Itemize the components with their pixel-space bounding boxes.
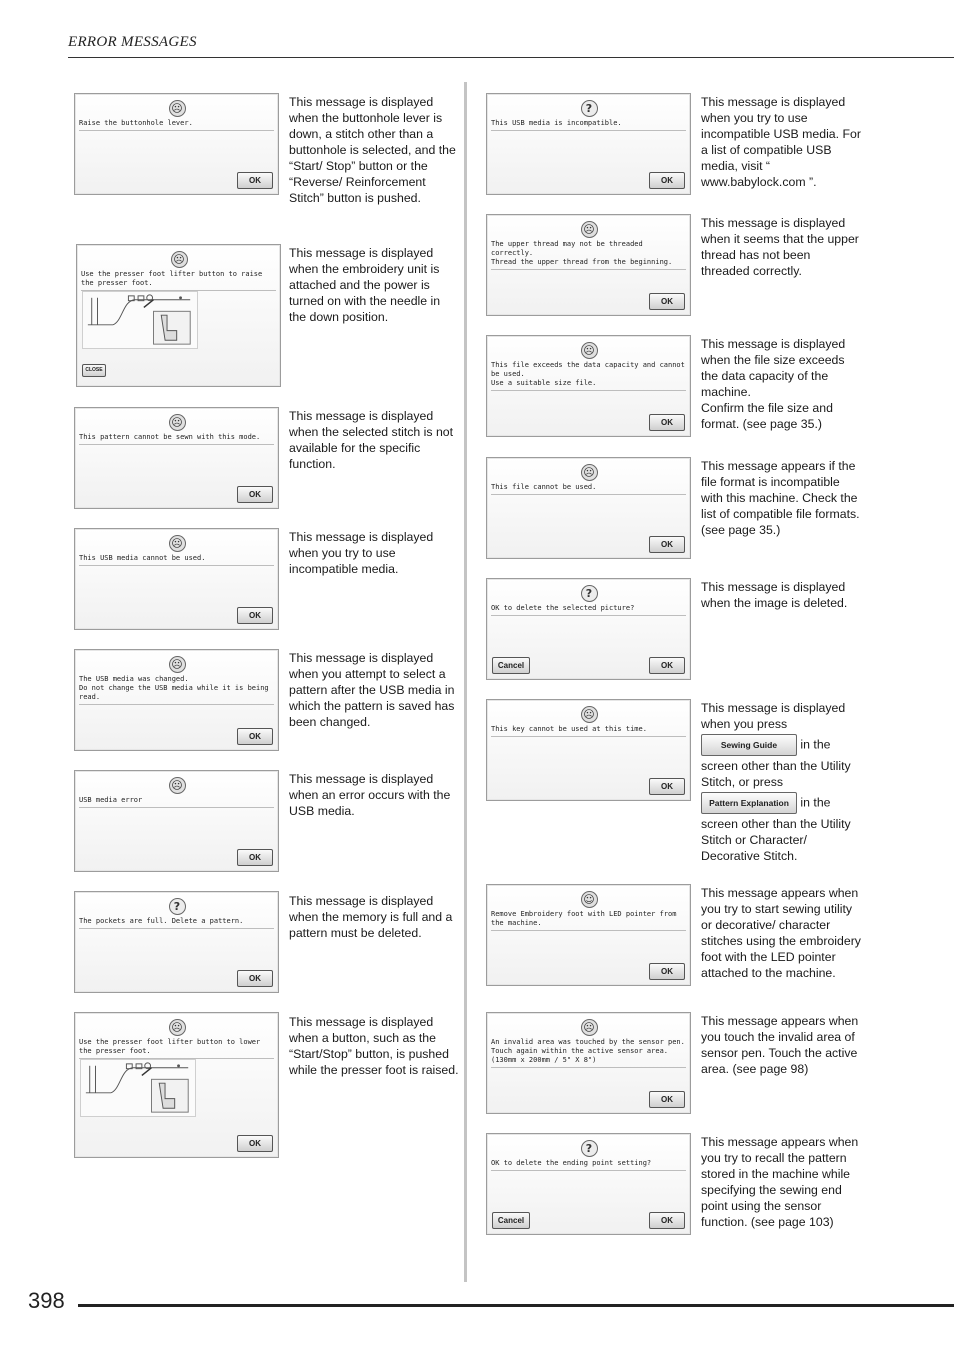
presser-foot-lifter-icon bbox=[83, 292, 197, 348]
ok-button[interactable]: OK bbox=[649, 657, 685, 674]
error-description: This message is displayed when you attempt to select a pattern after the USB media in which the pattern is saved has been changed. bbox=[289, 651, 455, 729]
error-screen bbox=[486, 699, 691, 801]
column-divider bbox=[464, 82, 467, 1282]
error-screen-message: The USB media was changed. Do not change the USB media while it is being read. bbox=[79, 675, 274, 705]
error-description: This message is displayed when the file size exceeds the data capacity of the machine. Confirm the file size and format. (see page 35.) bbox=[701, 337, 846, 431]
error-screen-message: OK to delete the ending point setting? bbox=[491, 1159, 686, 1171]
ok-button[interactable]: OK bbox=[237, 1135, 273, 1152]
error-screen-message: USB media error bbox=[79, 796, 274, 808]
error-screen bbox=[486, 335, 691, 437]
error-screen bbox=[74, 891, 279, 993]
error-screen-message: This USB media is incompatible. bbox=[491, 119, 686, 131]
error-screen bbox=[74, 407, 279, 509]
error-screen bbox=[76, 244, 281, 387]
error-description: This message appears when you touch the invalid area of sensor pen. Touch the active area. (see page 98) bbox=[701, 1014, 859, 1076]
error-screen-message: This file cannot be used. bbox=[491, 483, 686, 495]
error-description: This message appears if the file format is incompatible with this machine. Check the list of compatible file formats. (see page 35.) bbox=[701, 459, 860, 537]
error-description: This message is displayed when you try to use incompatible USB media. For a list of compatible USB media, visit “ www.babylock.com ”. bbox=[701, 95, 861, 189]
sad-face-icon: ☹ bbox=[581, 221, 598, 238]
error-description: This message is displayed when the buttonhole lever is down, a stitch other than a buttonhole is selected, and the “Start/ Stop” button or the “Reverse/ Reinforcement Stitch” button is pushed. bbox=[289, 95, 456, 205]
error-screen bbox=[486, 1133, 691, 1235]
error-description bbox=[701, 700, 861, 864]
error-screen-message: This USB media cannot be used. bbox=[79, 554, 274, 566]
error-description: This message is displayed when it seems that the upper thread has not been threaded correctly. bbox=[701, 216, 859, 278]
ok-button[interactable]: OK bbox=[237, 849, 273, 866]
ok-button[interactable]: OK bbox=[649, 963, 685, 980]
description-text: This message is displayed when you press bbox=[701, 701, 846, 731]
ok-button[interactable]: OK bbox=[237, 486, 273, 503]
ok-button[interactable]: OK bbox=[649, 414, 685, 431]
error-screen-message: The pockets are full. Delete a pattern. bbox=[79, 917, 274, 929]
error-screen-message: Remove Embroidery foot with LED pointer from the machine. bbox=[491, 910, 686, 931]
error-screen-message: This pattern cannot be sewn with this mode. bbox=[79, 433, 274, 445]
presser-foot-lifter-icon bbox=[81, 1060, 195, 1116]
error-screen bbox=[486, 1012, 691, 1114]
error-description: This message appears when you try to recall the pattern stored in the machine while specifying the sewing end point using the sensor function. (see page 103) bbox=[701, 1135, 859, 1229]
question-icon: ? bbox=[169, 898, 186, 915]
ok-button[interactable]: OK bbox=[237, 728, 273, 745]
sad-face-icon: ☹ bbox=[581, 1019, 598, 1036]
error-screen-message: Use the presser foot lifter button to raise the presser foot. bbox=[81, 270, 276, 291]
smile-face-icon: ☺ bbox=[581, 891, 598, 908]
section-title: ERROR MESSAGES bbox=[68, 34, 197, 50]
error-screen bbox=[74, 1012, 279, 1158]
error-description: This message is displayed when the selected stitch is not available for the specific function. bbox=[289, 409, 454, 471]
error-description: This message appears when you try to start sewing utility or decorative/ character stitches using the embroidery foot with the LED pointer attached to the machine. bbox=[701, 886, 861, 980]
description-text: in the screen other than the Utility Stitch, or press bbox=[701, 737, 851, 789]
close-button[interactable]: CLOSE bbox=[82, 364, 106, 377]
presser-foot-illustration bbox=[82, 291, 198, 349]
error-screen-message: The upper thread may not be threaded correctly. Thread the upper thread from the beginning. bbox=[491, 240, 686, 270]
question-icon: ? bbox=[581, 585, 598, 602]
question-icon: ? bbox=[581, 100, 598, 117]
error-description: This message is displayed when a button, such as the “Start/Stop” button, is pushed while the presser foot is raised. bbox=[289, 1015, 459, 1077]
ok-button[interactable]: OK bbox=[237, 970, 273, 987]
ok-button[interactable]: OK bbox=[649, 778, 685, 795]
sad-face-icon: ☹ bbox=[581, 464, 598, 481]
footer-rule bbox=[78, 1304, 954, 1307]
ok-button[interactable]: OK bbox=[237, 607, 273, 624]
ok-button[interactable]: OK bbox=[237, 172, 273, 189]
sad-face-icon: ☹ bbox=[169, 656, 186, 673]
error-description: This message is displayed when the image is deleted. bbox=[701, 580, 848, 610]
error-screen-message: This file exceeds the data capacity and cannot be used. Use a suitable size file. bbox=[491, 361, 686, 391]
pattern-explanation-button[interactable]: Pattern Explanation bbox=[701, 792, 797, 814]
sad-face-icon: ☹ bbox=[581, 706, 598, 723]
error-screen-message: This key cannot be used at this time. bbox=[491, 725, 686, 737]
sad-face-icon: ☹ bbox=[169, 535, 186, 552]
error-screen-message: Use the presser foot lifter button to lower the presser foot. bbox=[79, 1038, 274, 1059]
cancel-button[interactable]: Cancel bbox=[492, 657, 530, 674]
ok-button[interactable]: OK bbox=[649, 1212, 685, 1229]
error-screen bbox=[486, 884, 691, 986]
ok-button[interactable]: OK bbox=[649, 536, 685, 553]
error-screen bbox=[74, 528, 279, 630]
description-text: in the screen other than the Utility Stitch or Character/ Decorative Stitch. bbox=[701, 795, 851, 863]
error-screen bbox=[486, 93, 691, 195]
error-screen bbox=[74, 770, 279, 872]
sad-face-icon: ☹ bbox=[169, 1019, 186, 1036]
sewing-guide-button[interactable]: Sewing Guide bbox=[701, 734, 797, 756]
error-description: This message is displayed when you try to use incompatible media. bbox=[289, 530, 434, 576]
sad-face-icon: ☹ bbox=[169, 100, 186, 117]
sad-face-icon: ☹ bbox=[169, 414, 186, 431]
sad-face-icon: ☹ bbox=[169, 777, 186, 794]
error-screen bbox=[486, 214, 691, 316]
error-description: This message is displayed when the embroidery unit is attached and the power is turned on with the needle in the down position. bbox=[289, 246, 441, 324]
ok-button[interactable]: OK bbox=[649, 172, 685, 189]
question-icon: ? bbox=[581, 1140, 598, 1157]
presser-foot-illustration bbox=[80, 1059, 196, 1117]
sad-face-icon: ☹ bbox=[171, 251, 188, 268]
ok-button[interactable]: OK bbox=[649, 1091, 685, 1108]
error-screen bbox=[486, 578, 691, 680]
error-description: This message is displayed when an error occurs with the USB media. bbox=[289, 772, 451, 818]
error-screen bbox=[74, 93, 279, 195]
error-screen-message: An invalid area was touched by the sensor pen. Touch again within the active sensor area. (130mm x 200mm / 5" X 8") bbox=[491, 1038, 686, 1068]
error-screen bbox=[486, 457, 691, 559]
cancel-button[interactable]: Cancel bbox=[492, 1212, 530, 1229]
ok-button[interactable]: OK bbox=[649, 293, 685, 310]
error-screen-message: Raise the buttonhole lever. bbox=[79, 119, 274, 131]
error-screen bbox=[74, 649, 279, 751]
header-rule bbox=[68, 57, 954, 58]
error-description: This message is displayed when the memory is full and a pattern must be deleted. bbox=[289, 894, 453, 940]
page-number: 398 bbox=[28, 1288, 65, 1313]
error-screen-message: OK to delete the selected picture? bbox=[491, 604, 686, 616]
sad-face-icon: ☹ bbox=[581, 342, 598, 359]
